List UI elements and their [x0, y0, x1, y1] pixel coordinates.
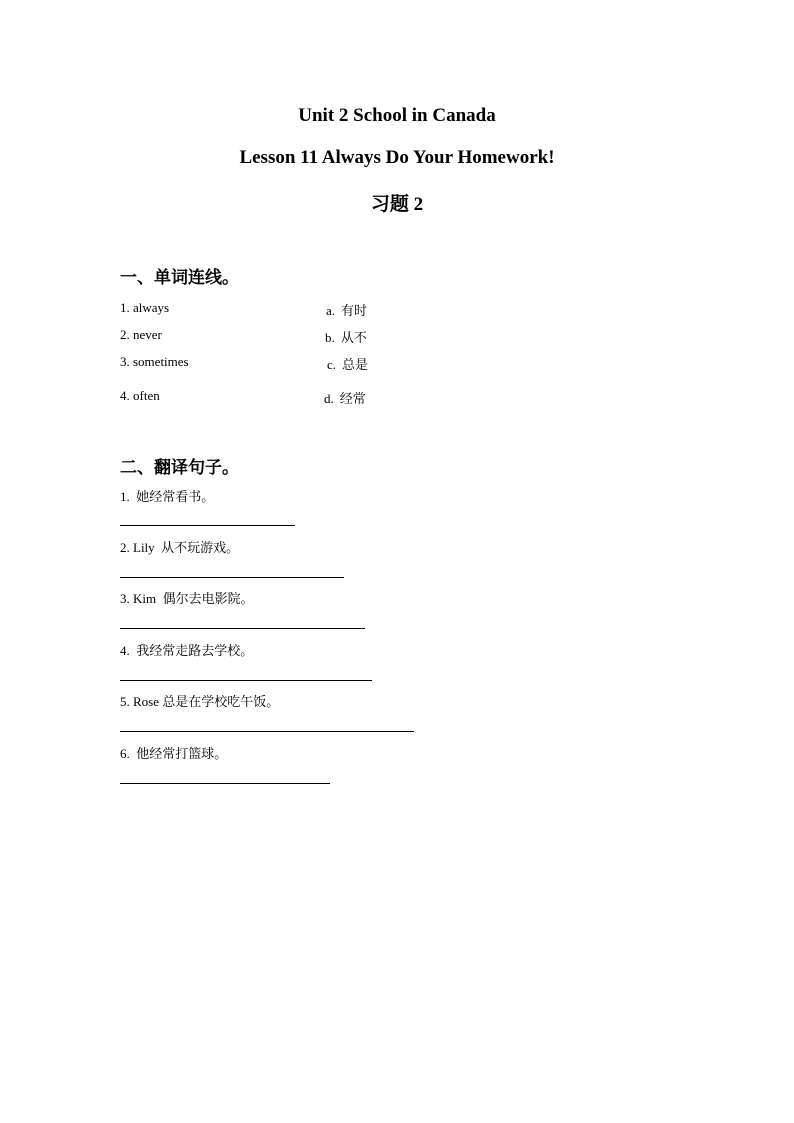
translation-question	[120, 743, 227, 762]
translation-question	[120, 691, 279, 710]
translation-question	[120, 486, 214, 505]
matching-word: 1. always	[120, 300, 170, 315]
question-text: 总是在学校吃午饭。	[162, 695, 280, 710]
answer-line[interactable]	[120, 525, 295, 526]
matching-row	[120, 354, 520, 374]
lesson-title: Lesson 11 Always Do Your Homework!	[239, 147, 555, 168]
answer-line[interactable]	[120, 577, 344, 578]
matching-letter: d.	[324, 391, 334, 406]
matching-meaning	[325, 327, 367, 346]
matching-chinese: 有时	[341, 304, 368, 319]
question-text: 偶尔去电影院。	[162, 592, 254, 607]
section-heading-translate-sentences: 二、翻译句子。	[120, 458, 239, 478]
matching-letter: a.	[326, 303, 336, 318]
question-text: 他经常打篮球。	[136, 747, 228, 762]
answer-line[interactable]	[120, 628, 365, 629]
question-number: 3. Kim	[120, 591, 157, 606]
matching-meaning	[327, 354, 368, 373]
matching-row	[120, 388, 520, 408]
question-number: 4.	[120, 643, 130, 658]
matching-word: 3. sometimes	[120, 354, 189, 369]
question-number: 2. Lily	[120, 540, 155, 555]
matching-word: 4. often	[120, 388, 160, 403]
translation-question	[120, 640, 253, 659]
matching-letter: c.	[327, 357, 337, 372]
question-text: 从不玩游戏。	[161, 541, 240, 556]
section-heading-word-matching: 一、单词连线。	[120, 268, 239, 288]
matching-meaning	[324, 388, 366, 407]
matching-chinese: 总是	[342, 358, 369, 373]
question-number: 5. Rose	[120, 694, 159, 709]
translation-question	[120, 537, 239, 556]
question-text: 她经常看书。	[136, 490, 215, 505]
matching-chinese: 从不	[340, 331, 367, 346]
question-number: 6.	[120, 746, 130, 761]
matching-letter: b.	[325, 330, 335, 345]
question-text: 我经常走路去学校。	[136, 644, 254, 659]
answer-line[interactable]	[120, 680, 372, 681]
unit-title: Unit 2 School in Canada	[298, 105, 496, 126]
question-number: 1.	[120, 489, 130, 504]
matching-chinese: 经常	[339, 392, 366, 407]
matching-word: 2. never	[120, 327, 162, 342]
matching-row	[120, 327, 520, 347]
matching-row	[120, 300, 520, 320]
answer-line[interactable]	[120, 731, 414, 732]
matching-meaning	[326, 300, 367, 319]
exercise-title: 习题 2	[370, 194, 424, 215]
answer-line[interactable]	[120, 783, 330, 784]
translation-question	[120, 588, 254, 607]
